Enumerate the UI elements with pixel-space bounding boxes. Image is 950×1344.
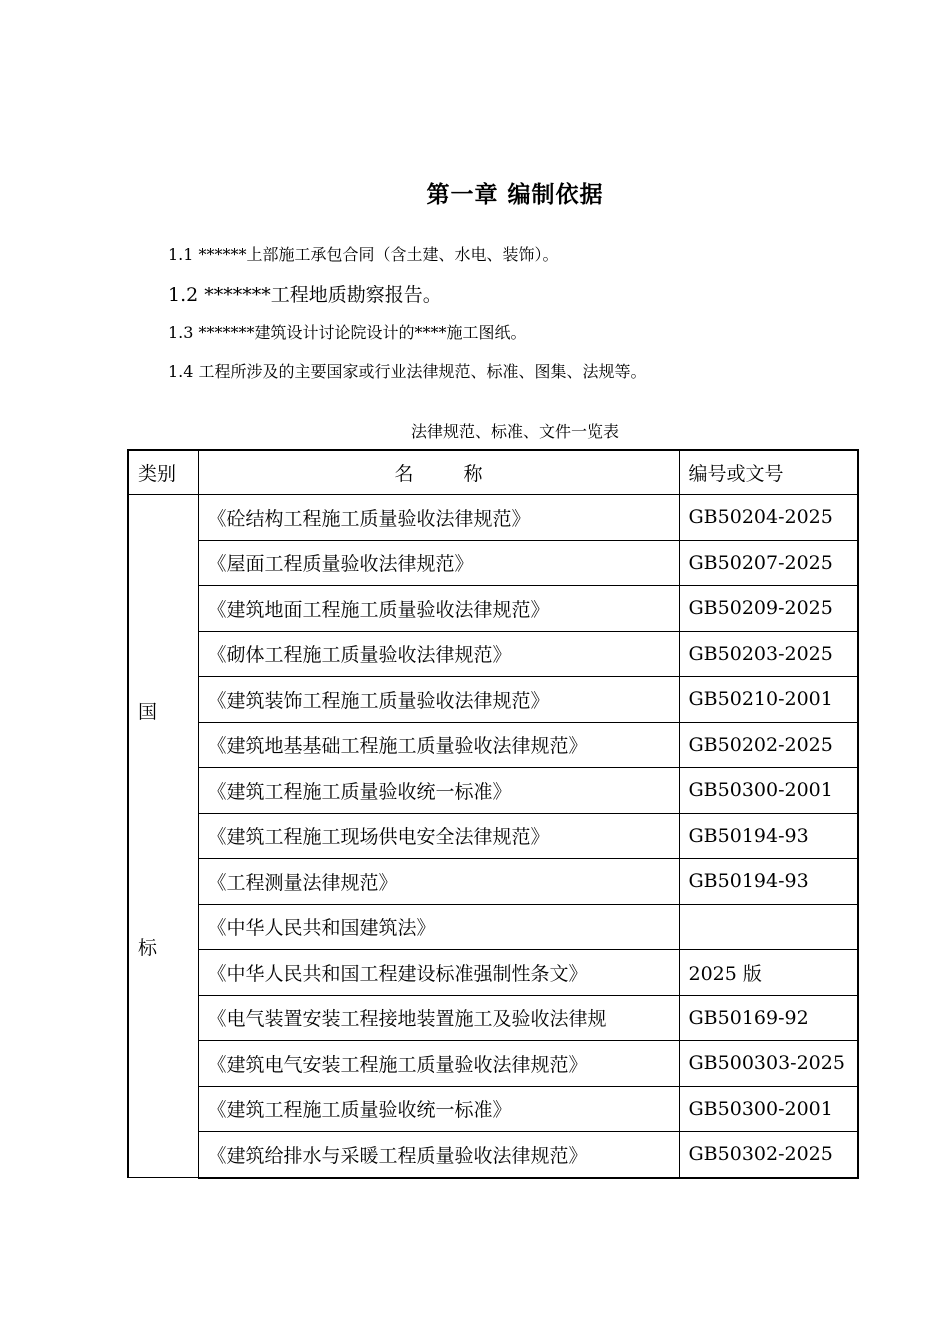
standard-name: 《建筑装饰工程施工质量验收法律规范》	[198, 677, 679, 723]
header-name-part2: 称	[463, 463, 483, 485]
standard-name: 《建筑地基基础工程施工质量验收法律规范》	[198, 722, 679, 768]
standard-code: GB50210-2001	[679, 677, 858, 723]
table-row	[128, 768, 858, 814]
table-row	[128, 540, 858, 586]
paragraph-1-1: 1.1 ******上部施工承包合同（含土建、水电、装饰）。	[168, 245, 559, 264]
standard-name: 《建筑电气安装工程施工质量验收法律规范》	[198, 1041, 679, 1087]
category-char: 国	[138, 701, 158, 723]
standard-name: 《砌体工程施工质量验收法律规范》	[198, 631, 679, 677]
table-row	[128, 995, 858, 1041]
standard-name: 《电气装置安装工程接地装置施工及验收法律规	[198, 995, 679, 1041]
category-cell	[128, 495, 198, 1178]
table-caption: 法律规范、标准、文件一览表	[410, 422, 619, 441]
table-row	[128, 722, 858, 768]
table-row	[128, 813, 858, 859]
table-row	[128, 1132, 858, 1178]
standard-code	[679, 904, 858, 950]
table-row	[128, 586, 858, 632]
standard-name: 《建筑工程施工质量验收统一标准》	[198, 1086, 679, 1132]
standard-name: 《屋面工程质量验收法律规范》	[198, 540, 679, 586]
header-code: 编号或文号	[679, 450, 858, 495]
header-name-part1: 名	[394, 463, 414, 485]
paragraph-1-4: 1.4 工程所涉及的主要国家或行业法律规范、标准、图集、法规等。	[168, 362, 647, 381]
standard-name: 《中华人民共和国工程建设标准强制性条文》	[198, 950, 679, 996]
law-standards-table	[127, 449, 859, 1179]
table-row	[128, 1086, 858, 1132]
paragraph-1-3: 1.3 *******建筑设计讨论院设计的****施工图纸。	[168, 323, 527, 342]
table-header-row	[128, 450, 858, 495]
standard-name: 《建筑工程施工质量验收统一标准》	[198, 768, 679, 814]
standard-code: GB50169-92	[679, 995, 858, 1041]
standard-code: GB50300-2001	[679, 768, 858, 814]
table-row	[128, 904, 858, 950]
standard-code: GB50203-2025	[679, 631, 858, 677]
paragraph-1-2: 1.2 *******工程地质勘察报告。	[168, 284, 442, 306]
standard-code: GB50209-2025	[679, 586, 858, 632]
table-row	[128, 859, 858, 905]
standard-code: GB50300-2001	[679, 1086, 858, 1132]
standard-name: 《建筑工程施工现场供电安全法律规范》	[198, 813, 679, 859]
table-row	[128, 677, 858, 723]
standard-code: GB50202-2025	[679, 722, 858, 768]
header-name	[198, 450, 679, 495]
category-char: 标	[138, 937, 158, 959]
standard-name: 《建筑地面工程施工质量验收法律规范》	[198, 586, 679, 632]
table-row	[128, 950, 858, 996]
standard-code: GB50194-93	[679, 859, 858, 905]
standard-name: 《砼结构工程施工质量验收法律规范》	[198, 495, 679, 541]
standard-code: GB50207-2025	[679, 540, 858, 586]
page-title: 第一章 编制依据	[426, 182, 604, 208]
standard-code: GB50194-93	[679, 813, 858, 859]
standard-code: GB500303-2025	[679, 1041, 858, 1087]
table-row	[128, 1041, 858, 1087]
standard-name: 《工程测量法律规范》	[198, 859, 679, 905]
table-row	[128, 495, 858, 541]
header-category: 类别	[128, 450, 198, 495]
standard-code: 2025 版	[679, 950, 858, 996]
standard-code: GB50204-2025	[679, 495, 858, 541]
standard-code: GB50302-2025	[679, 1132, 858, 1178]
standard-name: 《中华人民共和国建筑法》	[198, 904, 679, 950]
table-row	[128, 631, 858, 677]
standard-name: 《建筑给排水与采暖工程质量验收法律规范》	[198, 1132, 679, 1178]
